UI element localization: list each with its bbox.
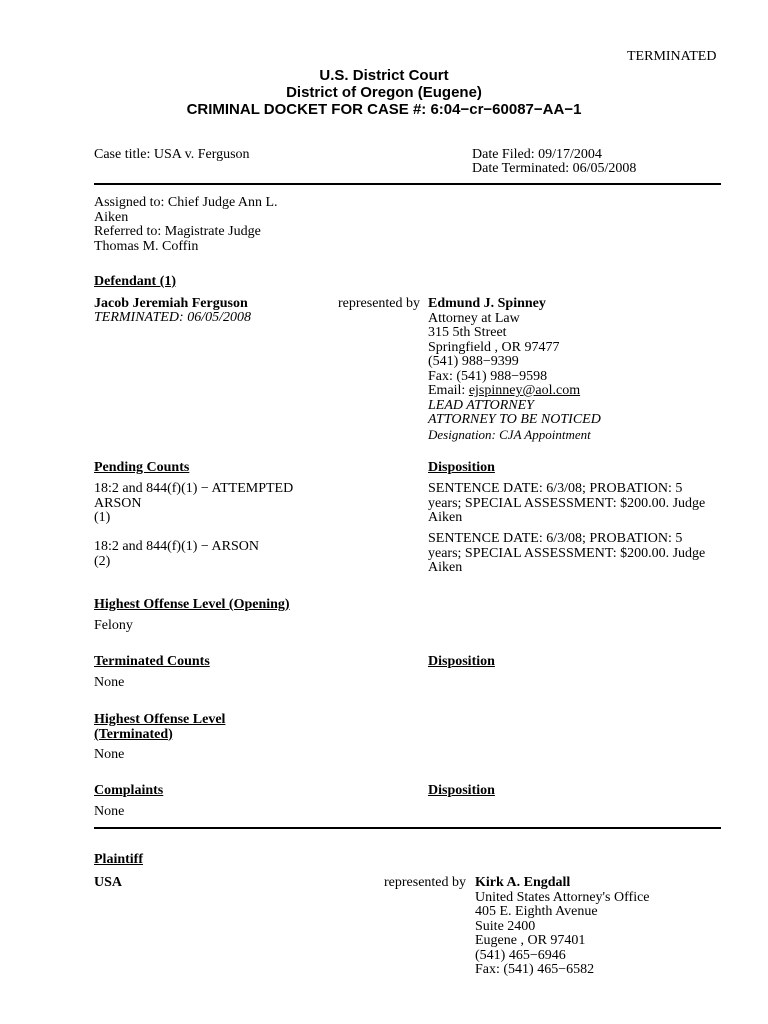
assignment-block bbox=[94, 196, 278, 254]
disposition-text: Aiken bbox=[428, 510, 463, 525]
attorney-city: Springfield , OR 97477 bbox=[428, 339, 560, 355]
defense-attorney-block bbox=[428, 297, 601, 442]
plaintiff-heading: Plaintiff bbox=[94, 852, 143, 867]
heading-line: Highest Offense Level bbox=[94, 712, 226, 727]
disposition-text: SENTENCE DATE: 6/3/08; PROBATION: 5 bbox=[428, 481, 683, 496]
complaints-heading: Complaints bbox=[94, 783, 164, 798]
defendant-terminated: TERMINATED: 06/05/2008 bbox=[94, 310, 251, 325]
count-text: ARSON bbox=[94, 495, 142, 511]
pending-disposition-1 bbox=[428, 482, 705, 526]
section-divider bbox=[94, 183, 721, 185]
highest-offense-opening-heading: Highest Offense Level (Opening) bbox=[94, 597, 290, 612]
complaints-disposition-heading: Disposition bbox=[428, 783, 495, 798]
disposition-text: SENTENCE DATE: 6/3/08; PROBATION: 5 bbox=[428, 531, 683, 546]
attorney-city: Eugene , OR 97401 bbox=[475, 933, 586, 948]
count-text: 18:2 and 844(f)(1) − ATTEMPTED bbox=[94, 481, 294, 496]
terminated-counts-heading: Terminated Counts bbox=[94, 654, 210, 669]
pending-count-1 bbox=[94, 482, 293, 526]
attorney-office: United States Attorney's Office bbox=[475, 889, 650, 905]
lead-attorney: LEAD ATTORNEY bbox=[428, 397, 534, 413]
attorney-to-be-noticed: ATTORNEY TO BE NOTICED bbox=[428, 412, 601, 427]
date-terminated: Date Terminated: 06/05/2008 bbox=[472, 161, 637, 176]
complaints-value: None bbox=[94, 804, 125, 819]
attorney-fax: Fax: (541) 465−6582 bbox=[475, 962, 595, 977]
attorney-title: Attorney at Law bbox=[428, 310, 520, 326]
attorney-name: Edmund J. Spinney bbox=[428, 296, 546, 311]
plaintiff-name: USA bbox=[94, 875, 123, 890]
case-title: Case title: USA v. Ferguson bbox=[94, 147, 250, 162]
represented-by-label: represented by bbox=[384, 875, 467, 890]
referred-to-line: Thomas M. Coffin bbox=[94, 238, 199, 254]
referred-to-line: Referred to: Magistrate Judge bbox=[94, 224, 261, 239]
court-name: U.S. District Court bbox=[319, 67, 449, 84]
attorney-suite: Suite 2400 bbox=[475, 918, 536, 934]
pending-counts-heading: Pending Counts bbox=[94, 460, 190, 475]
attorney-phone: (541) 988−9399 bbox=[428, 354, 519, 369]
attorney-designation: Designation: CJA Appointment bbox=[428, 426, 591, 442]
highest-offense-opening-value: Felony bbox=[94, 618, 133, 633]
pending-disposition-heading: Disposition bbox=[428, 460, 495, 475]
assigned-to-line: Assigned to: Chief Judge Ann L. bbox=[94, 195, 278, 210]
district-name: District of Oregon (Eugene) bbox=[286, 84, 482, 101]
status-terminated: TERMINATED bbox=[627, 49, 717, 64]
plaintiff-attorney-block bbox=[475, 876, 650, 978]
attorney-fax: Fax: (541) 988−9598 bbox=[428, 368, 548, 384]
represented-by-label: represented by bbox=[338, 296, 421, 311]
email-label: Email: bbox=[428, 383, 469, 398]
terminated-disposition-heading: Disposition bbox=[428, 654, 495, 669]
pending-disposition-2 bbox=[428, 532, 705, 576]
count-number: (1) bbox=[94, 510, 111, 525]
section-divider bbox=[94, 827, 721, 829]
terminated-counts-value: None bbox=[94, 675, 125, 690]
defendant-name: Jacob Jeremiah Ferguson bbox=[94, 296, 248, 311]
highest-offense-terminated-value: None bbox=[94, 747, 125, 762]
email-link[interactable]: ejspinney@aol.com bbox=[468, 383, 581, 398]
attorney-email-line bbox=[428, 384, 601, 399]
highest-offense-terminated-heading bbox=[94, 713, 225, 742]
disposition-text: years; SPECIAL ASSESSMENT: $200.00. Judge bbox=[428, 495, 706, 511]
disposition-text: years; SPECIAL ASSESSMENT: $200.00. Judge bbox=[428, 545, 706, 561]
count-text: 18:2 and 844(f)(1) − ARSON bbox=[94, 539, 259, 554]
count-number: (2) bbox=[94, 553, 111, 569]
attorney-street: 405 E. Eighth Avenue bbox=[475, 904, 598, 919]
disposition-text: Aiken bbox=[428, 560, 463, 575]
attorney-phone: (541) 465−6946 bbox=[475, 947, 566, 963]
defendant-heading: Defendant (1) bbox=[94, 274, 177, 289]
heading-line: (Terminated) bbox=[94, 726, 173, 742]
attorney-street: 315 5th Street bbox=[428, 325, 507, 340]
date-filed: Date Filed: 09/17/2004 bbox=[472, 147, 602, 162]
pending-count-2 bbox=[94, 540, 259, 569]
attorney-name: Kirk A. Engdall bbox=[475, 875, 571, 890]
docket-title: CRIMINAL DOCKET FOR CASE #: 6:04−cr−60087−AA−1 bbox=[186, 101, 582, 118]
assigned-to-line: Aiken bbox=[94, 209, 129, 225]
